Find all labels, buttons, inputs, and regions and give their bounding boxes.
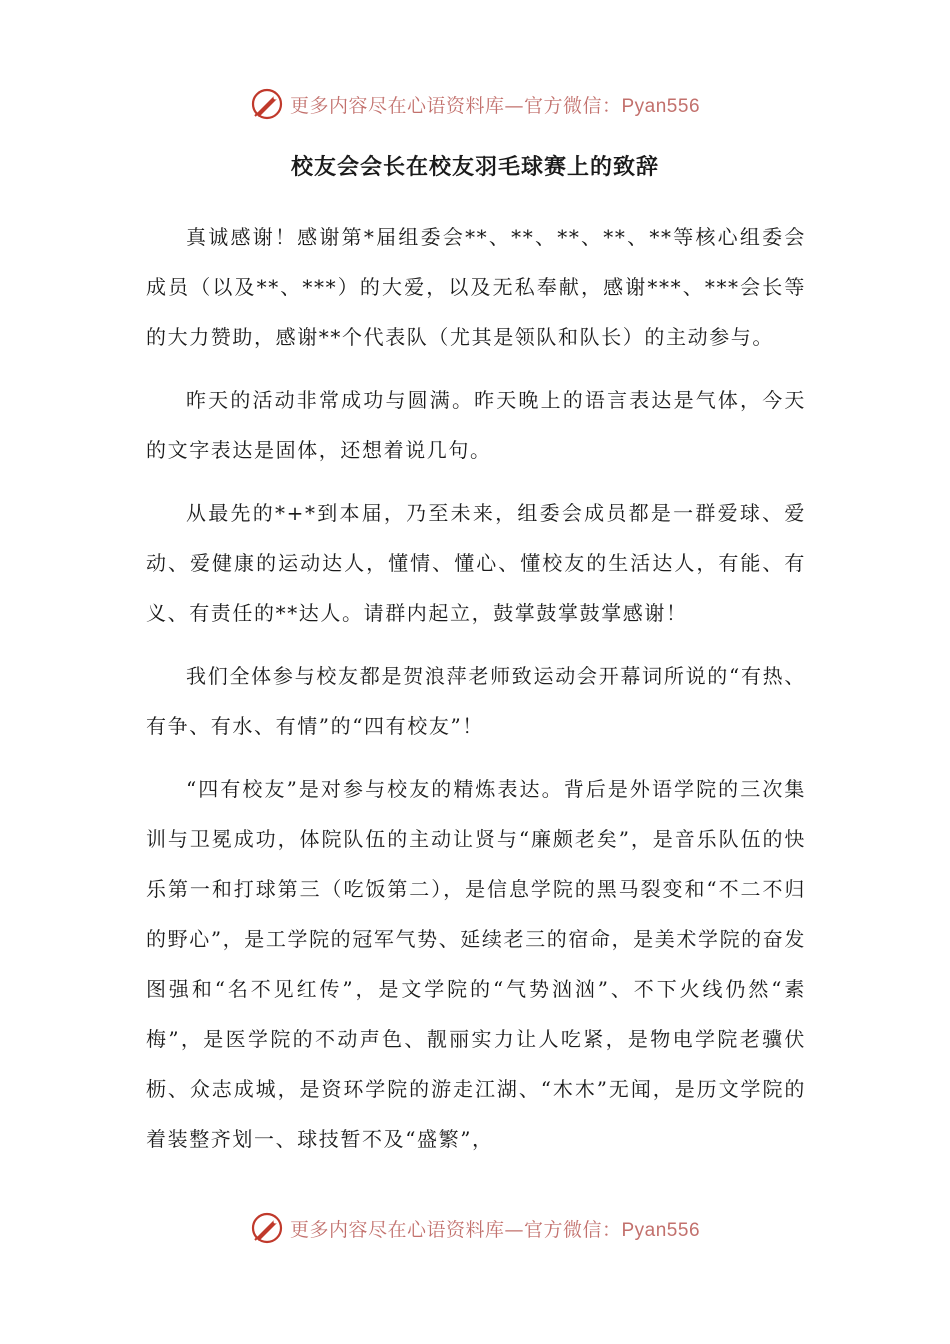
paragraph-1: 真诚感谢！感谢第*届组委会**、**、**、**、**等核心组委会成员（以及**、***）的大爱，以及无私奉献，感谢***、***会长等的大力赞助，感谢**个代表队（尤其是领队和队长）的主动参与。 xyxy=(146,225,806,349)
paragraph-4: 我们全体参与校友都是贺浪萍老师致运动会开幕词所说的“有热、有争、有水、有情”的“四有校友”！ xyxy=(146,664,806,738)
pen-logo-icon xyxy=(250,1211,284,1245)
footer-banner xyxy=(0,1206,950,1250)
banner-text: 更多内容尽在心语资料库—官方微信：Pyan556 xyxy=(289,1218,701,1241)
paragraph-5: “四有校友”是对参与校友的精炼表达。背后是外语学院的三次集训与卫冕成功，体院队伍的主动让贤与“廉颇老矣”，是音乐队伍的快乐第一和打球第三（吃饭第二），是信息学院的黑马裂变和“不二不归的野心”，是工学院的冠军气势、延续老三的宿命，是美术学院的奋发图强和“名不见红传”，是文学院的“气势汹汹”、不下火线仍然“素梅”，是医学院的不动声色、靓丽实力让人吃紧，是物电学院老骥伏枥、众志成城，是资环学院的游走江湖、“木木”无闻，是历文学院的着装整齐划一、球技暂不及“盛繁”， xyxy=(146,777,806,1151)
document-title: 校友会会长在校友羽毛球赛上的致辞 xyxy=(290,154,659,180)
paragraph-2: 昨天的活动非常成功与圆满。昨天晚上的语言表达是气体，今天的文字表达是固体，还想着说几句。 xyxy=(146,388,806,462)
document-body xyxy=(146,212,806,1177)
pen-logo-icon xyxy=(250,87,284,121)
wechat-id: Pyan556 xyxy=(621,95,701,117)
paragraph-3: 从最先的*+*到本届，乃至未来，组委会成员都是一群爱球、爱动、爱健康的运动达人，懂情、懂心、懂校友的生活达人，有能、有义、有责任的**达人。请群内起立，鼓掌鼓掌鼓掌感谢！ xyxy=(146,501,806,625)
banner-text: 更多内容尽在心语资料库—官方微信：Pyan556 xyxy=(289,94,701,117)
wechat-id: Pyan556 xyxy=(621,1219,701,1241)
header-banner xyxy=(0,82,950,126)
